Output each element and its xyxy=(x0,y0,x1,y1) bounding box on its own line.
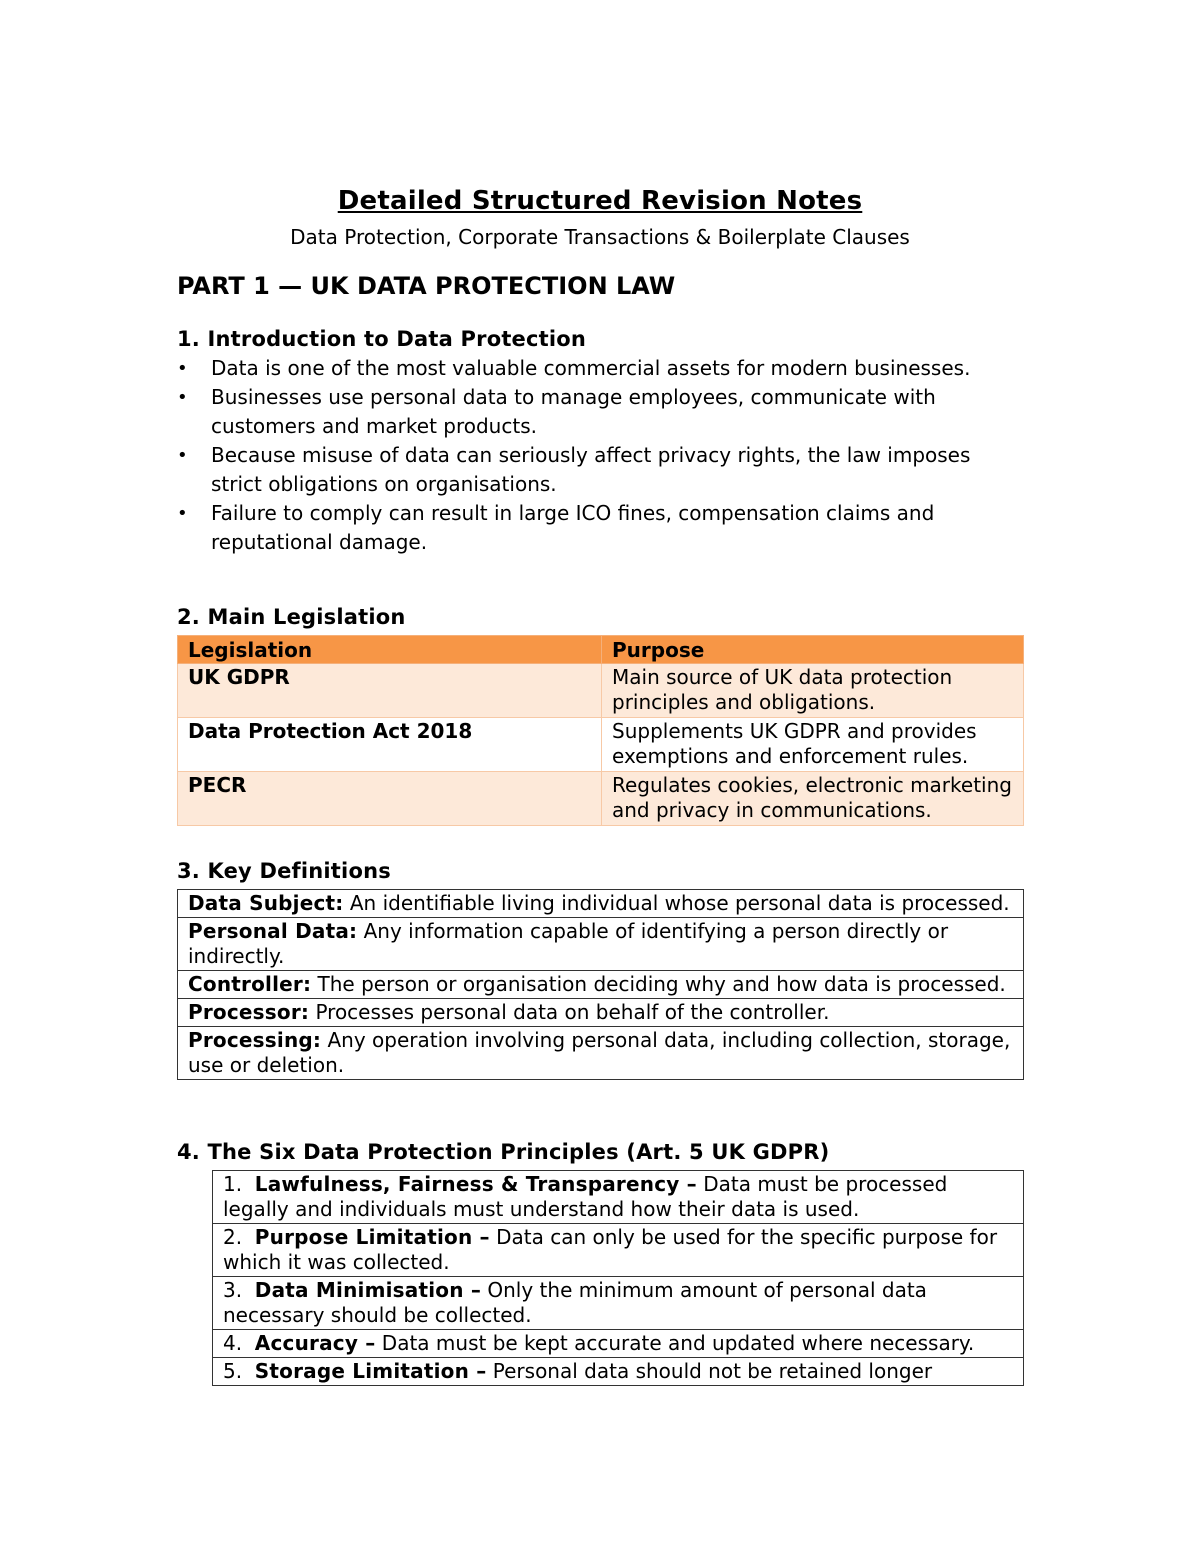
document-title: Detailed Structured Revision Notes xyxy=(337,186,863,216)
definition-cell xyxy=(178,999,1024,1027)
principle-term: Storage Limitation – xyxy=(254,1359,487,1383)
definition-text: Any operation involving personal data, including collection, storage, use or deletion. xyxy=(188,1028,1011,1077)
definition-term: Controller: xyxy=(188,972,312,996)
definition-cell xyxy=(178,971,1024,999)
part-heading: PART 1 — UK DATA PROTECTION LAW xyxy=(177,272,676,300)
principle-term: Accuracy – xyxy=(254,1331,376,1355)
introduction-bullet-list xyxy=(177,354,1027,557)
table-row xyxy=(213,1330,1024,1358)
list-item xyxy=(177,441,1027,499)
legislation-purpose: Main source of UK data protection principles and obligations. xyxy=(602,664,1024,718)
principle-number: 1. xyxy=(223,1172,255,1196)
table-row xyxy=(213,1358,1024,1386)
table-row xyxy=(213,1277,1024,1330)
principle-number: 4. xyxy=(223,1331,255,1355)
bullet-text: Failure to comply can result in large ICO fines, compensation claims and reputational damage. xyxy=(211,501,935,554)
legislation-table xyxy=(177,635,1024,826)
legislation-name: UK GDPR xyxy=(178,664,602,718)
table-row xyxy=(178,1027,1024,1080)
principles-table xyxy=(212,1170,1024,1386)
list-item xyxy=(177,383,1027,441)
principle-cell xyxy=(213,1224,1024,1277)
section-heading-introduction: 1. Introduction to Data Protection xyxy=(177,327,587,351)
table-row xyxy=(178,918,1024,971)
bullet-icon: • xyxy=(177,358,188,379)
bullet-icon: • xyxy=(177,503,188,524)
list-item xyxy=(177,499,1027,557)
definitions-table xyxy=(177,889,1024,1080)
principle-term: Lawfulness, Fairness & Transparency – xyxy=(254,1172,697,1196)
definition-text: The person or organisation deciding why and how data is processed. xyxy=(311,972,1006,996)
legislation-purpose: Supplements UK GDPR and provides exemptions and enforcement rules. xyxy=(602,718,1024,772)
table-row xyxy=(178,890,1024,918)
table-row xyxy=(213,1224,1024,1277)
definition-cell xyxy=(178,890,1024,918)
legislation-purpose: Regulates cookies, electronic marketing and privacy in communications. xyxy=(602,772,1024,826)
definition-text: An identifiable living individual whose personal data is processed. xyxy=(343,891,1010,915)
definition-term: Data Subject: xyxy=(188,891,344,915)
section-heading-principles: 4. The Six Data Protection Principles (Art. 5 UK GDPR) xyxy=(177,1140,830,1164)
table-row xyxy=(178,664,1024,718)
table-row xyxy=(178,772,1024,826)
legislation-name: Data Protection Act 2018 xyxy=(178,718,602,772)
principle-text: Only the minimum amount of personal data necessary should be collected. xyxy=(223,1278,927,1327)
table-header-row xyxy=(178,636,1024,664)
bullet-text: Businesses use personal data to manage employees, communicate with customers and market products. xyxy=(211,385,936,438)
section-heading-legislation: 2. Main Legislation xyxy=(177,605,406,629)
principle-cell xyxy=(213,1358,1024,1386)
bullet-icon: • xyxy=(177,387,188,408)
principle-term: Data Minimisation – xyxy=(254,1278,482,1302)
principle-text: Data must be kept accurate and updated where necessary. xyxy=(375,1331,975,1355)
principle-number: 3. xyxy=(223,1278,255,1302)
principle-cell xyxy=(213,1171,1024,1224)
definition-text: Any information capable of identifying a person directly or indirectly. xyxy=(188,919,949,968)
principle-number: 5. xyxy=(223,1359,255,1383)
legislation-name: PECR xyxy=(178,772,602,826)
list-item xyxy=(177,354,1027,383)
definition-cell xyxy=(178,918,1024,971)
definition-term: Processor: xyxy=(188,1000,310,1024)
table-row xyxy=(178,718,1024,772)
definition-text: Processes personal data on behalf of the controller. xyxy=(309,1000,830,1024)
principle-text: Data can only be used for the specific purpose for which it was collected. xyxy=(223,1225,998,1274)
bullet-text: Data is one of the most valuable commercial assets for modern businesses. xyxy=(211,356,971,380)
principle-term: Purpose Limitation – xyxy=(254,1225,490,1249)
definition-term: Personal Data: xyxy=(188,919,358,943)
principle-cell xyxy=(213,1330,1024,1358)
bullet-icon: • xyxy=(177,445,188,466)
principle-cell xyxy=(213,1277,1024,1330)
definition-cell xyxy=(178,1027,1024,1080)
principle-text: Data must be processed legally and individuals must understand how their data is used. xyxy=(223,1172,948,1221)
table-row xyxy=(178,999,1024,1027)
section-heading-definitions: 3. Key Definitions xyxy=(177,859,391,883)
table-row xyxy=(213,1171,1024,1224)
principle-number: 2. xyxy=(223,1225,255,1249)
bullet-text: Because misuse of data can seriously affect privacy rights, the law imposes strict obligations on organisations. xyxy=(211,443,971,496)
definition-term: Processing: xyxy=(188,1028,322,1052)
column-header-legislation: Legislation xyxy=(178,636,602,664)
document-subtitle: Data Protection, Corporate Transactions & Boilerplate Clauses xyxy=(290,225,910,249)
column-header-purpose: Purpose xyxy=(602,636,1024,664)
table-row xyxy=(178,971,1024,999)
principle-text: Personal data should not be retained longer xyxy=(486,1359,933,1383)
